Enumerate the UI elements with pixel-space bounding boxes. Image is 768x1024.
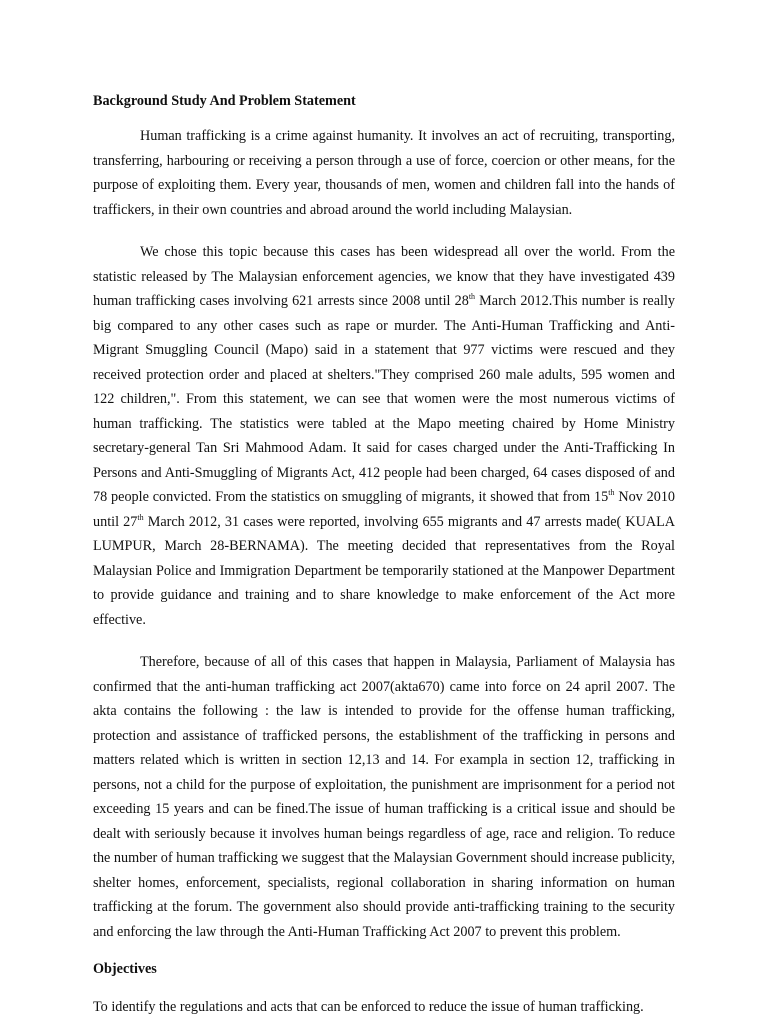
document-body <box>93 92 675 1019</box>
paragraph-statistics <box>93 240 675 632</box>
superscript-th: th <box>137 512 144 522</box>
section-heading-objectives: Objectives <box>93 961 157 977</box>
superscript-th: th <box>468 292 476 301</box>
paragraph-statistics-text-d: March 2012, 31 cases were reported, involving 655 migrants and 47 arrests made( KUALA LUMPUR, March 28-BERNAMA). The meeting decided that representatives from the Royal Malaysian Police and Immigration Department be temporarily stationed at the Manpower Department to provide guidance and training and to share knowledge to make enforcement of the Act more effective. <box>93 513 675 628</box>
paragraph-introduction: Human trafficking is a crime against humanity. It involves an act of recruiting, transporting, transferring, harbouring or receiving a person through a use of force, coercion or other means, for the purpose of exploiting them. Every year, thousands of men, women and children fall into the hands of traffickers, in their own countries and abroad around the world including Malaysian. <box>93 128 675 218</box>
paragraph-statistics-text-a: We chose this topic because this cases has been widespread all over the world. From the statistic released by The Malaysian enforcement agencies, we know that they have investigated 439 human trafficking cases involving 621 arrests since 2008 until 28 <box>93 244 675 309</box>
paragraph-legislation: Therefore, because of all of this cases that happen in Malaysia, Parliament of Malaysia has confirmed that the anti-human trafficking act 2007(akta670) came into force on 24 april 2007. The akta contains the following : the law is intended to provide for the offense human trafficking, protection and assistance of trafficked persons, the establishment of the trafficking in persons and matters related which is written in section 12,13 and 14. For exampla in section 12, trafficking in persons, not a child for the purpose of exploitation, the punishment are imprisonment for a period not exceeding 15 years and can be fined.The issue of human trafficking is a critical issue and should be dealt with seriously because it involves human beings regardless of age, race and religion. To reduce the number of human trafficking we suggest that the Malaysian Government should increase publicity, shelter homes, enforcement, specialists, regional collaboration in sharing information on human trafficking at the forum. The government also should provide anti-trafficking training to the security and enforcing the law through the Anti-Human Trafficking Act 2007 to prevent this problem. <box>93 654 675 940</box>
paragraph-statistics-text-b: March 2012.This number is really big compared to any other cases such as rape or murder. The Anti-Human Trafficking and Anti-Migrant Smuggling Council (Mapo) said in a statement that 977 victims were rescued and they received protection order and placed at shelters."They comprised 260 male adults, 595 women and 122 children,". From this statement, we can see that women were the most numerous victims of human trafficking. The statistics were tabled at the Mapo meeting chaired by Home Ministry secretary-general Tan Sri Mahmood Adam. It said for cases charged under the Anti-Trafficking In Persons and Anti-Smuggling of Migrants Act, 412 people had been charged, 64 cases disposed of and 78 people convicted. From the statistics on smuggling of migrants, it showed that from 15 <box>93 293 675 505</box>
objective-item: To identify the regulations and acts that can be enforced to reduce the issue of human trafficking. <box>93 999 644 1015</box>
paragraph-statistics-text-c: Nov 2010 until 27 <box>93 489 676 530</box>
superscript-th: th <box>608 488 615 497</box>
section-heading-background: Background Study And Problem Statement <box>93 93 356 109</box>
